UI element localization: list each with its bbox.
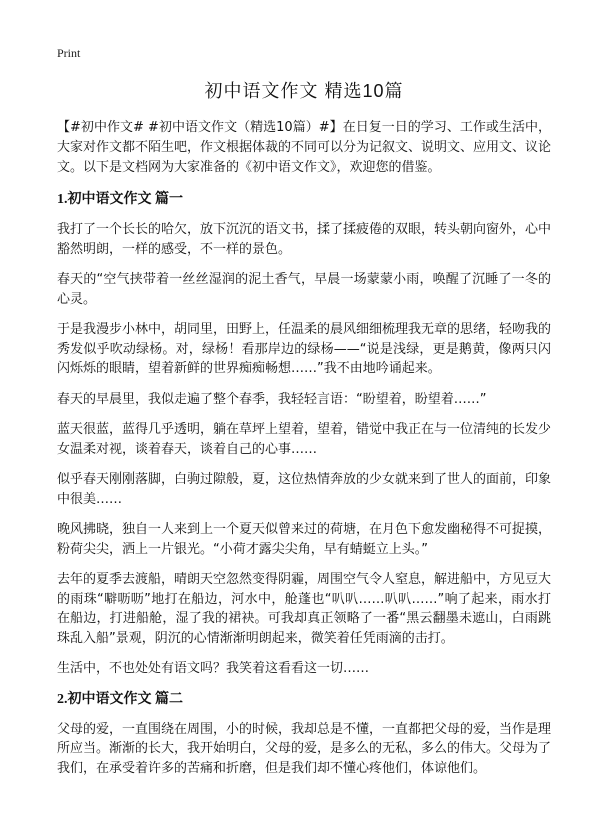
intro-paragraph xyxy=(57,118,551,178)
section-heading-2: 2.初中语文作文 篇二 xyxy=(57,691,183,707)
section-1-paragraph: 春天的早晨里，我似走遍了整个春季，我轻轻言语：“盼望着，盼望着……” xyxy=(57,391,487,407)
intro-text: 在日复一日的学习、工作或生活中，大家对作文都不陌生吧，作文根据体裁的不同可以分为记叙文、说明文、应用文、议论文。以下是文档网为大家准备的《初中语文作文》，欢迎您的借鉴。 xyxy=(57,120,552,175)
section-2-paragraph: 父母的爱，一直围绕在周围，小的时候，我却总是不懂，一直都把父母的爱，当作是理所应当。渐渐的长大，我开始明白，父母的爱，是多么的无私，多么的伟大。父母为了我们，在承受着许多的苦痛和折磨，但是我们却不懂心疼他们，体谅他们。 xyxy=(57,721,552,776)
section-1-paragraph: 似乎春天刚刚落脚，白驹过隙般，夏，这位热情奔放的少女就来到了世人的面前，印象中很美…… xyxy=(57,472,552,507)
section-1-paragraph: 蓝天很蓝，蓝得几乎透明，躺在草坪上望着，望着，错觉中我正在与一位清纯的长发少女温柔对视，谈着春天，谈着自己的心事…… xyxy=(57,422,552,457)
section-1-paragraph: 春天的“空气挟带着一丝丝湿润的泥土香气，早晨一场蒙蒙小雨，唤醒了沉睡了一冬的心灵。 xyxy=(57,272,551,307)
section-1-paragraph: 去年的夏季去渡船，晴朗天空忽然变得阴霾，周围空气令人窒息，解进船中，方见豆大的雨珠“噼呖呖”地打在船边，河水中，舱蓬也“叭叭……叭叭……”响了起来，雨水打在船边，打进船舱，湿了我的裙袂。可我却真正领略了一番“黑云翻墨未遮山，白雨跳珠乱入船”景观，阴沉的心情渐渐明朗起来，微笑着任凭雨滴的击打。 xyxy=(57,572,552,646)
document-body xyxy=(57,78,551,789)
section-1-paragraph: 我打了一个长长的哈欠，放下沉沉的语文书，揉了揉疲倦的双眼，转头朝向窗外，心中豁然明朗，一样的感受，不一样的景色。 xyxy=(57,222,552,257)
section-1-paragraph: 于是我漫步小林中，胡同里，田野上，任温柔的晨风细细梳理我无章的思绪，轻吻我的秀发似乎吹动绿杨。对，绿杨！看那岸边的绿杨——“说是浅绿，更是鹅黄，像两只闪闪烁烁的眼睛，望着新鲜的世界痴痴畅想……”我不由地吟诵起来。 xyxy=(57,322,552,376)
page-title: 初中语文作文 精选10篇 xyxy=(204,81,404,101)
section-1-paragraph: 晚风拂晓，独自一人来到上一个夏天似曾来过的荷塘，在月色下愈发幽秘得不可捉摸，粉荷尖尖，洒上一片银光。“小荷才露尖尖角，早有蜻蜓立上头。” xyxy=(57,522,552,557)
print-link[interactable]: Print xyxy=(57,46,81,60)
section-heading-1: 1.初中语文作文 篇一 xyxy=(57,192,183,207)
intro-tag: 【#初中作文# #初中语文作文（精选10篇）#】 xyxy=(57,120,343,135)
section-1-paragraph: 生活中，不也处处有语文吗？我笑着这看看这一切…… xyxy=(57,661,370,676)
